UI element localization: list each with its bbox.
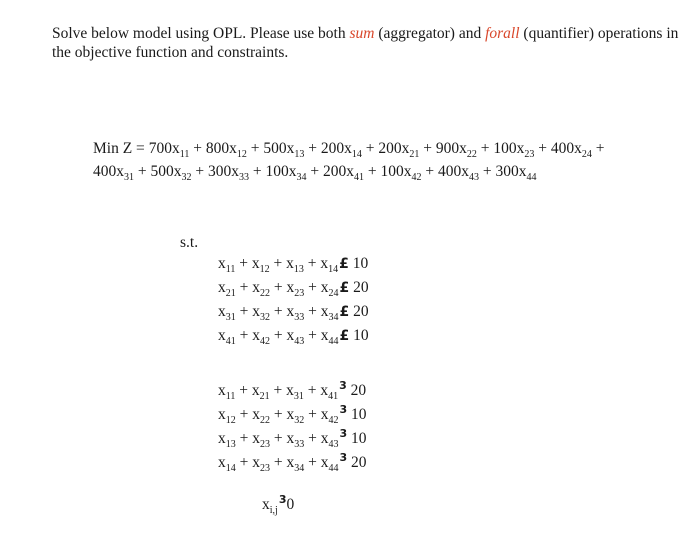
objective-line-2: $400x_{31} + 500x_{32} + 300x_{33} + 100x_{34} + 200x_{41} + 100x_{42} + 400x_{43} + 300x_{44}$ xyxy=(93,163,537,183)
supply-constraint-relation: £ xyxy=(339,304,350,320)
var-x: x xyxy=(286,255,294,272)
objective-sub: 14 xyxy=(351,149,362,160)
objective-sub: 31 xyxy=(124,172,134,183)
var-sub: 22 xyxy=(260,415,270,426)
objective-sub: 12 xyxy=(236,149,247,160)
var-sub: 12 xyxy=(259,264,270,275)
var-x: x xyxy=(252,279,260,296)
var-x: x xyxy=(286,382,294,399)
var-sub: 33 xyxy=(294,312,305,323)
var-x: x xyxy=(252,406,260,423)
objective-function xyxy=(93,137,693,183)
var-sub: 21 xyxy=(225,288,236,299)
objective-coef: 400x xyxy=(93,163,124,180)
objective-coef: 100x xyxy=(265,163,297,180)
var-sub: 23 xyxy=(294,288,305,299)
var-x: x xyxy=(320,255,329,272)
var-sub: 32 xyxy=(260,312,270,323)
var-x: x xyxy=(218,279,226,296)
var-sub: 41 xyxy=(328,391,339,402)
intro-text-3: (quantifier) operations in the objective function and constraints. xyxy=(52,25,679,61)
demand-constraint-row: $x_{14} + x_{23} + x_{34} + x_{44}^3$ 20 xyxy=(218,451,367,474)
var-x: x xyxy=(320,454,329,471)
objective-coef: 500x xyxy=(150,163,182,180)
var-x: x xyxy=(320,303,329,320)
objective-coef: 200x xyxy=(320,140,352,157)
supply-constraint-row: $x_{31} + x_{32} + x_{33}$ + $x_{34}£$ 20 xyxy=(218,303,369,323)
demand-constraints xyxy=(218,374,367,474)
var-sub: 23 xyxy=(260,439,270,450)
var-sub: 31 xyxy=(293,391,304,402)
var-sub: 23 xyxy=(260,463,270,474)
objective-coef: 200x xyxy=(323,163,354,180)
var-sub: 43 xyxy=(294,336,305,347)
objective-coef: 500x xyxy=(263,140,295,157)
supply-constraint-relation: £ xyxy=(339,280,350,296)
var-sub: 42 xyxy=(260,336,270,347)
demand-constraint-relation: 3 xyxy=(339,427,348,440)
objective-coef: 400x xyxy=(438,163,469,180)
supply-constraint-rhs: 20 xyxy=(353,303,369,320)
objective-sub: 21 xyxy=(409,149,420,160)
var-x: x xyxy=(286,406,295,423)
objective-sub: 24 xyxy=(581,149,592,160)
var-x: x xyxy=(218,406,226,423)
var-x: x xyxy=(218,430,226,447)
objective-line-1: Min $Z = 700x_{11} + 800x_{12} + 500x_{13} + 200x_{14} + 200x_{21} + 900x_{22} + 100x_{23} + 400x_{24}$ + xyxy=(93,140,605,160)
objective-prefix: Min Z = xyxy=(93,140,149,157)
var-x: x xyxy=(218,303,226,320)
var-x: x xyxy=(252,303,260,320)
demand-constraint-row: $x_{13} + x_{23} + x_{33} + x_{43}^3$ 10 xyxy=(218,427,367,450)
var-sub: 44 xyxy=(328,463,339,474)
nonneg-relation: 3 xyxy=(278,493,287,506)
var-sub: 14 xyxy=(328,264,339,275)
objective-coef: 200x xyxy=(378,140,410,157)
objective-coef: 800x xyxy=(205,140,237,157)
var-sub: 41 xyxy=(225,336,236,347)
var-x: x xyxy=(286,279,295,296)
demand-constraint-row: $x_{11} + x_{21} + x_{31} + x_{41}^3$ 20 xyxy=(218,379,367,402)
var-sub: 42 xyxy=(328,415,339,426)
var-x: x xyxy=(252,454,260,471)
supply-constraint-row: $x_{21} + x_{22} + x_{23}$ + $x_{24}£$ 20 xyxy=(218,279,369,299)
objective-coef: 100x xyxy=(380,163,412,180)
var-sub: 22 xyxy=(260,288,270,299)
nonnegativity-constraint xyxy=(262,493,294,514)
var-sub: 32 xyxy=(294,415,305,426)
objective-sub: 41 xyxy=(354,172,364,183)
var-x: x xyxy=(218,327,226,344)
var-x: x xyxy=(252,430,260,447)
objective-sub: 44 xyxy=(526,172,537,183)
var-sub: 14 xyxy=(225,463,236,474)
objective-sub: 43 xyxy=(469,172,479,183)
var-sub: 13 xyxy=(225,439,236,450)
var-sub: 11 xyxy=(225,264,236,275)
var-x: x xyxy=(218,382,226,399)
nonneg-rhs: 0 xyxy=(286,496,295,513)
var-x: x xyxy=(286,454,295,471)
objective-coef: 700x xyxy=(148,140,180,157)
var-x: x xyxy=(251,382,260,399)
demand-constraint-rhs: 10 xyxy=(351,430,367,447)
supply-constraint-rhs: 10 xyxy=(353,327,369,344)
var-x: x xyxy=(286,327,295,344)
var-sub: 21 xyxy=(259,391,270,402)
var-sub: 31 xyxy=(225,312,236,323)
objective-sub: 22 xyxy=(466,149,477,160)
nonneg-var: x xyxy=(262,496,270,513)
var-sub: 33 xyxy=(294,439,305,450)
demand-constraint-relation: 3 xyxy=(339,451,348,464)
var-x: x xyxy=(320,327,329,344)
var-sub: 34 xyxy=(294,463,305,474)
objective-sub: 11 xyxy=(179,149,190,160)
intro-text-2: (aggregator) and xyxy=(374,25,486,42)
var-x: x xyxy=(218,454,226,471)
var-sub: 13 xyxy=(293,264,304,275)
var-sub: 34 xyxy=(328,312,339,323)
forall-keyword: forall xyxy=(485,25,520,42)
var-x: x xyxy=(320,430,329,447)
problem-statement xyxy=(52,24,682,62)
supply-constraint-rhs: 20 xyxy=(353,279,369,296)
var-x: x xyxy=(320,279,329,296)
intro-text-1: Solve below model using OPL. Please use both xyxy=(52,25,350,42)
demand-constraint-rhs: 10 xyxy=(351,406,367,423)
demand-constraint-relation: 3 xyxy=(339,379,347,392)
objective-sub: 23 xyxy=(524,149,535,160)
objective-coef: 900x xyxy=(435,140,467,157)
var-x: x xyxy=(320,406,329,423)
objective-sub: 42 xyxy=(411,172,422,183)
var-x: x xyxy=(252,327,260,344)
demand-constraint-relation: 3 xyxy=(339,403,348,416)
var-x: x xyxy=(286,430,295,447)
supply-constraint-row: $x_{11} + x_{12} + x_{13}$ + $x_{14}£$ 10 xyxy=(218,255,369,275)
objective-coef: 300x xyxy=(208,163,239,180)
supply-constraint-row: $x_{41} + x_{42} + x_{43}$ + $x_{44}£$ 10 xyxy=(218,327,369,347)
demand-constraint-rhs: 20 xyxy=(350,382,367,399)
var-sub: 43 xyxy=(328,439,339,450)
var-sub: 44 xyxy=(328,336,339,347)
nonneg-sub: i,j xyxy=(269,505,278,516)
var-sub: 11 xyxy=(225,391,236,402)
sum-keyword: sum xyxy=(349,25,375,42)
demand-constraint-row: $x_{12} + x_{22} + x_{32} + x_{42}^3$ 10 xyxy=(218,403,367,426)
supply-constraint-relation: £ xyxy=(339,256,349,272)
objective-coef: 400x xyxy=(550,140,582,157)
subject-to-label: s.t. xyxy=(180,234,199,251)
var-sub: 24 xyxy=(328,288,339,299)
objective-sub: 32 xyxy=(181,172,192,183)
var-x: x xyxy=(320,382,329,399)
objective-coef: 300x xyxy=(495,163,527,180)
var-sub: 12 xyxy=(225,415,236,426)
var-x: x xyxy=(251,255,260,272)
supply-constraints xyxy=(218,252,369,348)
objective-sub: 13 xyxy=(294,149,305,160)
objective-sub: 34 xyxy=(296,172,307,183)
objective-coef: 100x xyxy=(493,140,525,157)
objective-sub: 33 xyxy=(239,172,249,183)
var-x: x xyxy=(286,303,295,320)
supply-constraint-rhs: 10 xyxy=(352,255,369,272)
demand-constraint-rhs: 20 xyxy=(351,454,367,471)
var-x: x xyxy=(218,255,226,272)
supply-constraint-relation: £ xyxy=(339,328,350,344)
